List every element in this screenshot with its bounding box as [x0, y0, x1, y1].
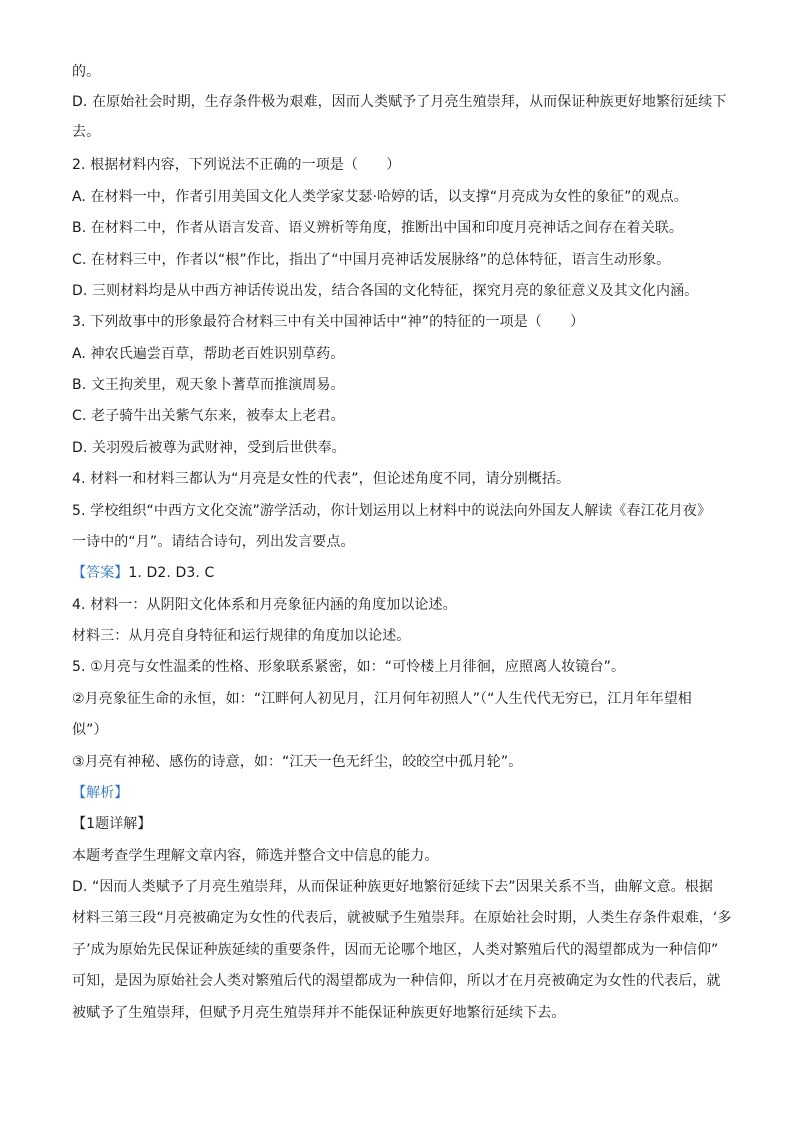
question-3-option-a: A. 神农氏遍尝百草，帮助老百姓识别草药。 [72, 346, 345, 362]
text-line: 似”） [72, 722, 108, 738]
text-line: 材料三第三段“月亮被确定为女性的代表后，就被赋予生殖崇拜。在原始社会时期，人类生存条件艰难，‘多 [72, 910, 732, 926]
question-3: 3. 下列故事中的形象最符合材料三中有关中国神话中“神”的特征的一项是（ ） [72, 314, 585, 330]
question-2-option-c: C. 在材料三中，作者以“根”作比，指出了“中国月亮神话发展脉络”的总体特征，语言生动形象。 [72, 252, 671, 268]
question-3-option-c: C. 老子骑牛出关紫气东来，被奉太上老君。 [72, 408, 345, 424]
text-line: 本题考查学生理解文章内容，筛选并整合文中信息的能力。 [72, 848, 439, 864]
detail-heading: 【1题详解】 [72, 816, 152, 832]
text-line: 的。 [72, 64, 101, 80]
text-line: D. “因而人类赋予了月亮生殖崇拜，从而保证种族更好地繁衍延续下去”因果关系不当，曲解文意。根据 [72, 879, 713, 895]
question-3-option-d: D. 关羽殁后被尊为武财神，受到后世供奉。 [72, 440, 346, 456]
text-line: ③月亮有神秘、感伤的诗意，如：“江天一色无纤尘，皎皎空中孤月轮”。 [72, 754, 523, 770]
answer-line [72, 563, 732, 583]
text-line: 去。 [72, 124, 101, 140]
text-line: 一诗中的“月”。请结合诗句，列出发言要点。 [72, 534, 355, 550]
analysis-heading: 【解析】 [72, 785, 129, 801]
text-line: 子’成为原始先民保证种族延续的重要条件，因而无论哪个地区，人类对繁殖后代的渴望都成为一种信仰” [72, 942, 719, 958]
question-4: 4. 材料一和材料三都认为“月亮是女性的代表”，但论述角度不同，请分别概括。 [72, 471, 571, 487]
text-line: 材料三：从月亮自身特征和运行规律的角度加以论述。 [72, 628, 411, 644]
text-line: ②月亮象征生命的永恒，如：“江畔何人初见月，江月何年初照人”（“人生代代无穷已，江月年年望相 [72, 691, 692, 707]
question-2-option-b: B. 在材料二中，作者从语言发音、语义辨析等角度，推断出中国和印度月亮神话之间存在着关联。 [72, 220, 684, 236]
question-2-option-d: D. 三则材料均是从中西方神话传说出发，结合各国的文化特征，探究月亮的象征意义及其文化内涵。 [72, 283, 699, 299]
question-3-option-b: B. 文王拘羑里，观天象卜蓍草而推演周易。 [72, 377, 345, 393]
text-line: 可知，是因为原始社会人类对繁殖后代的渴望都成为一种信仰，所以才在月亮被确定为女性的代表后，就 [72, 973, 721, 989]
text-line: D. 在原始社会时期，生存条件极为艰难，因而人类赋予了月亮生殖崇拜，从而保证种族更好地繁衍延续下 [72, 94, 727, 110]
text-line: 被赋予了生殖崇拜，但赋予月亮生殖崇拜并不能保证种族更好地繁衍延续下去。 [72, 1005, 566, 1021]
question-5: 5. 学校组织“中西方文化交流”游学活动，你计划运用以上材料中的说法向外国友人解读《春江花月夜》 [72, 503, 712, 519]
answer-4: 4. 材料一：从阴阳文化体系和月亮象征内涵的角度加以论述。 [72, 597, 457, 613]
question-2: 2. 根据材料内容，下列说法不正确的一项是（ ） [72, 157, 401, 173]
answer-5: 5. ①月亮与女性温柔的性格、形象联系紧密，如：“可怜楼上月徘徊，应照离人妆镜台”。 [72, 659, 626, 675]
answer-keys: 1. D2. D3. C [128, 565, 215, 581]
answer-heading: 【答案】 [72, 565, 129, 581]
question-2-option-a: A. 在材料一中，作者引用美国文化人类学家艾瑟·哈婷的话，以支撑“月亮成为女性的象征”的观点。 [72, 189, 688, 205]
